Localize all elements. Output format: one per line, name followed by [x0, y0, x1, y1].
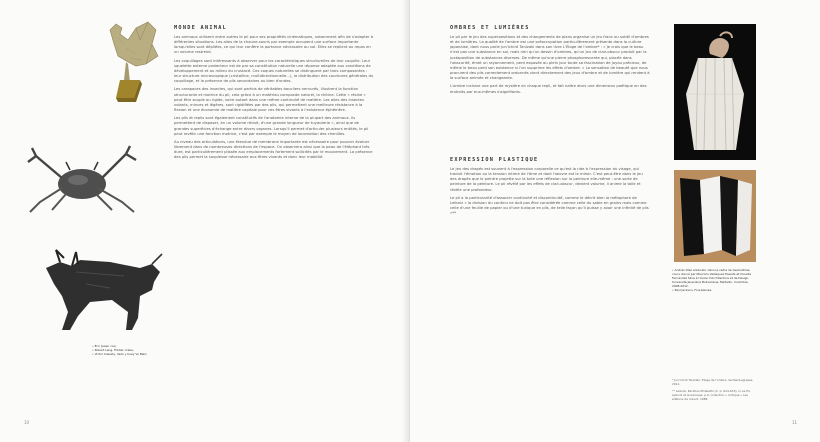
- footnote-leibniz: ** Leibniz, Pacidius Philalethi (C, p. 614-615), in Le Pli, Leibniz et le baroque, p.9, collection « Critique » Les éditions de minuit, 1988.: [672, 389, 751, 401]
- caption-sculpture: • Andrés Díaz Adulinski, dans le cadre de Geometrías, cours donné par Mauricio Velásquez Posada et Claudia Fernández Silva à l'école d'Architecture et de Design, Université Javeriana Bolivariana, Medellin, Colombie, 2008-2012.: [672, 268, 752, 288]
- footnotes: [672, 378, 756, 404]
- caption-paul-jackson: • Paul Jackson, Fourpleines.: [672, 288, 712, 292]
- paragraph: Les animaux utilisent entre autres le pli pour ses propriétés cinématiques, notamment afin de s'adapter à différentes situations. Les ailes de la chauve-souris par exemple occupent une surface importante lorsqu'elles sont dépliées, ce qui leur confère la portance nécessaire au vol. Elles se replient au repos en un volume restreint.: [174, 35, 374, 55]
- left-body-text: [174, 35, 374, 163]
- black-white-folded-panel-image: [674, 170, 756, 262]
- caption-rooster: • Éric Joisel, coq.: [92, 344, 117, 348]
- left-page: [0, 0, 409, 442]
- footnote-tanizaki: * Jun'ichirō Tanizaki, Éloge de l'ombre, Verdier/Lagrasse, 2011.: [672, 378, 754, 386]
- section-title-expression-plastique: EXPRESSION PLASTIQUE: [450, 157, 539, 163]
- pleated-paper-sculpture-image: [674, 24, 756, 160]
- paragraph: L'ombre incisive une part de mystère en chaque repli, et fait naître alors une dimension poétique en des endroits par eux-mêmes insignifiants.: [450, 84, 647, 94]
- right-image-captions: [672, 268, 756, 292]
- caption-crab: • Robert Lang, Fiddler crabe,: [92, 348, 134, 352]
- section-title-ombres-et-lumieres: OMBRES ET LUMIÈRES: [450, 25, 530, 31]
- origami-rooster-image: [96, 18, 162, 108]
- expression-body-text: [450, 167, 650, 219]
- paragraph: Au niveau des articulations, une étendue de membrane importante est nécessaire pour pouvoir évoluer librement dans de nombreuses directions de l'espace. On observera ainsi que la peau de l'éléphant très dure, est particulièrement plissée aux emplacements fortement sollicités par le mouvement. La présence des plis permet la souplesse nécessaire aux êtres vivants et donc leur mobilité.: [174, 139, 373, 160]
- caption-bull: • Victor Cassidy, Vezo y buey Vo Balin: [92, 352, 147, 356]
- section-title-monde-animal: MONDE ANIMAL: [174, 25, 228, 31]
- origami-crab-image: [22, 142, 142, 216]
- paragraph: Les carapaces des insectes, qui sont parfois de véritables boucliers nervurés, illustrent la fonction structurante et motrice du pli, cela grâce à un matériau composite naturel, la chitine. Cette « résine » peut être souple ou rigide, voire autant dans une même continuité de matière. Les ailes des insectes volants, minces et légères, sont rigidifiées par des plis, qui permettent une meilleure résistance à la flexion et une économie de matière capitale pour ces êtres vivants à l'existence éphémère.: [174, 87, 366, 113]
- right-page: [410, 0, 820, 442]
- paragraph: Le pli par le jeu des superpositions et des changements de plans organise un jeu franc ou subtil d'ombres et de lumières. La qualité de l'ombre est une préoccupation particulièrement présente dans la culture japonaise, dont nous parle Jun'ichirō Tanizaki dans son livre L'Éloge de l'ombre* : « Je crois que le beau n'est pas une substance en soi, mais rien qu'un dessin d'ombres, qu'un jeu de clair-obscur produit par la juxtaposition de substances diverses. De même qu'une pierre phosphorescente qui, placée dans l'obscurité, émet un rayonnement, perd exposée au plein jour toute sa fascination de joyau précieux, de même le beau perd son existence si l'on supprime les effets d'ombre. » La sensation de beauté que nous procurent des plis correctement ordonnés vient directement des jeux d'ombre et de lumière qui rendent à la surface animée et changeante.: [450, 35, 650, 81]
- paragraph: Le jeu des drapés est souvent à l'expression corporelle ce qu'est la ride à l'expression du visage, qui traduit l'émotion ou la tension intime de l'âme et dont l'œuvre est le miroir. C'est peut-être dans le jeu des drapés que le peintre projette sur la toile une réflexion sur la peinture elle-même : une sorte de peinture de la peinture. Le pli révélé par les effets de clair-obscur, devient volume, il anime la toile et révèle une profondeur.: [450, 167, 643, 192]
- left-image-captions: [92, 344, 147, 356]
- origami-bull-image: [40, 238, 170, 338]
- page-number-left: 10: [24, 420, 30, 425]
- page-number-right: 11: [792, 420, 798, 425]
- paragraph: Les plis et replis sont également constitutifs de l'anatomie interne de la plupart des animaux. Ils permettent de disposer, en un volume réduit, d'une grande longueur de tuyauterie », ainsi que de grandes superficies d'échange entre divers organes. Lorsqu'il permet d'articuler plusieurs entités, le pli peut revêtir une fonction motrice, c'est par exemple le moyen de locomotion des chenilles.: [174, 116, 369, 136]
- paragraph: Le pli a la particularité d'associer continuité et discontinuité, comme le décrit bien la métaphore de Leibniz « la division du continu ne doit pas être considérée comme celle du sable en grains mais comme celle d'une feuille de papier ou d'une tunique en plis, de telle façon qu'il puisse y avoir une infinité de plis »**: [450, 195, 649, 216]
- ombres-body-text: [450, 35, 650, 98]
- paragraph: Les coquillages sont intéressants à observer pour les caractéristiques structurelles de leur coquille. Leur squelette externe protecteur est de par sa constitution naturelle une réponse adaptée aux conditions de développement et au milieu du crustacé. Ces coques naturelles se distinguent par trois composantes : leur structure microscopique (cristalline, multidirectionnelle…), la distribution des courbures générales du coquillage, et la présence de plis secondaires ou bien d'ondes.: [174, 58, 374, 84]
